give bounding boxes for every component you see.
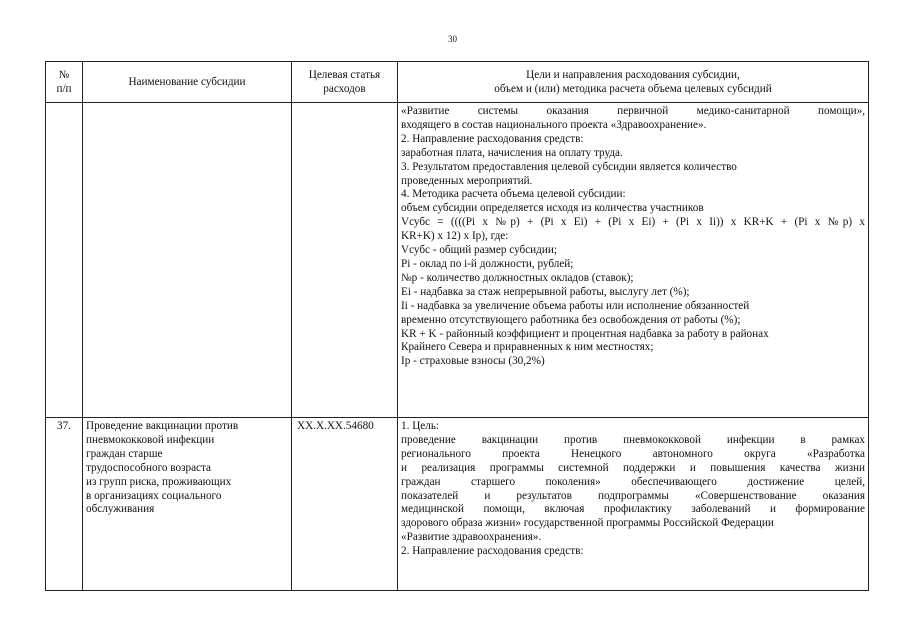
- text-line: в организациях социального: [86, 489, 222, 502]
- text-line: пневмококковой инфекции: [86, 433, 215, 446]
- text-line: проведение вакцинации против пневмококковой инфекции в рамках: [401, 433, 865, 446]
- text-line: трудоспособного возраста: [86, 461, 212, 474]
- text-line: 2. Направление расходования средств:: [401, 545, 584, 558]
- text-line: регионального проекта Ненецкого автономного округа «Разработка: [401, 447, 865, 460]
- text-line: 2. Направление расходования средств:: [401, 132, 584, 145]
- text-line: временно отсутствующего работника без освобождения от работы (%);: [401, 313, 741, 326]
- row-num-cell: [46, 103, 83, 418]
- row-code-cell: [292, 103, 398, 418]
- text-line: KR + K - районный коэффициент и процентная надбавка за работу в районах: [401, 327, 769, 340]
- text-line: проведенных мероприятий.: [401, 174, 533, 187]
- text-line: медицинской помощи, включая профилактику заболеваний и формирование: [401, 503, 865, 516]
- text-line: Ii - надбавка за увеличение объема работы или исполнение обязанностей: [401, 299, 750, 312]
- text-line: Ip - страховые взносы (30,2%): [401, 355, 545, 368]
- text-line: и реализация программы системной поддержки и повышения качества жизни: [401, 461, 865, 474]
- text-line: «Развитие системы оказания первичной медико-санитарной помощи»,: [401, 105, 865, 117]
- row-desc-cell: [398, 418, 869, 591]
- header-num-line1: №: [58, 69, 70, 81]
- text-line: из групп риска, проживающих: [86, 475, 232, 488]
- row-name-cell: [83, 418, 292, 591]
- text-line: заработная плата, начисления на оплату труда.: [401, 146, 623, 159]
- text-line: Проведение вакцинации против: [86, 420, 239, 432]
- header-desc: [398, 62, 869, 103]
- header-code: [292, 62, 398, 103]
- header-code-line1: Целевая статья: [308, 69, 381, 81]
- text-line: входящего в состав национального проекта «Здравоохранение».: [401, 118, 707, 131]
- row-num-cell: 37.: [46, 418, 83, 591]
- text-line: «Развитие здравоохранения».: [401, 531, 542, 544]
- header-num-line2: п/п: [56, 83, 72, 95]
- table-row: [46, 418, 869, 591]
- text-line: №р - количество должностных окладов (ставок);: [401, 271, 634, 284]
- text-line: Vсубс = ((((Pi x №р) + (Pi x Ei) + (Pi x Ei) + (Pi x Ii)) x KR+K + (Pi x №р) x: [401, 216, 865, 229]
- header-name: Наименование субсидии: [83, 62, 292, 103]
- page-number: 30: [448, 34, 457, 44]
- table-row: [46, 103, 869, 418]
- text-line: Pi - оклад по i-й должности, рублей;: [401, 257, 574, 270]
- subsidy-table: [45, 61, 869, 591]
- text-line: здорового образа жизни» государственной программы Российской Федерации: [401, 517, 774, 530]
- text-line: граждан старшего поколения» обеспечивающего достижение целей,: [401, 475, 865, 488]
- text-line: KR+K) x 12) x Ip), где:: [401, 230, 509, 243]
- header-code-line2: расходов: [323, 83, 366, 95]
- header-desc-line1: Цели и направления расходования субсидии,: [526, 69, 740, 81]
- text-line: Ei - надбавка за стаж непрерывной работы, выслугу лет (%);: [401, 285, 690, 298]
- text-line: Крайнего Севера и приравненных к ним местностях;: [401, 341, 654, 354]
- text-line: обслуживания: [86, 503, 155, 516]
- row-code-cell: XX.X.XX.54680: [292, 418, 398, 591]
- text-line: 4. Методика расчета объема целевой субсидии:: [401, 188, 626, 201]
- text-line: 3. Результатом предоставления целевой субсидии является количество: [401, 160, 737, 173]
- text-line: Vсубс - общий размер субсидии;: [401, 244, 557, 257]
- row-desc-cell: [398, 103, 869, 418]
- header-num: [46, 62, 83, 103]
- text-line: 1. Цель:: [401, 420, 440, 432]
- text-line: объем субсидии определяется исходя из количества участников: [401, 202, 704, 215]
- row-name-cell: [83, 103, 292, 418]
- table-header-row: [46, 62, 869, 103]
- text-line: показателей и результатов подпрограммы «Совершенствование оказания: [401, 489, 865, 502]
- header-desc-line2: объем и (или) методика расчета объема целевых субсидий: [494, 83, 772, 95]
- text-line: граждан старше: [86, 447, 163, 460]
